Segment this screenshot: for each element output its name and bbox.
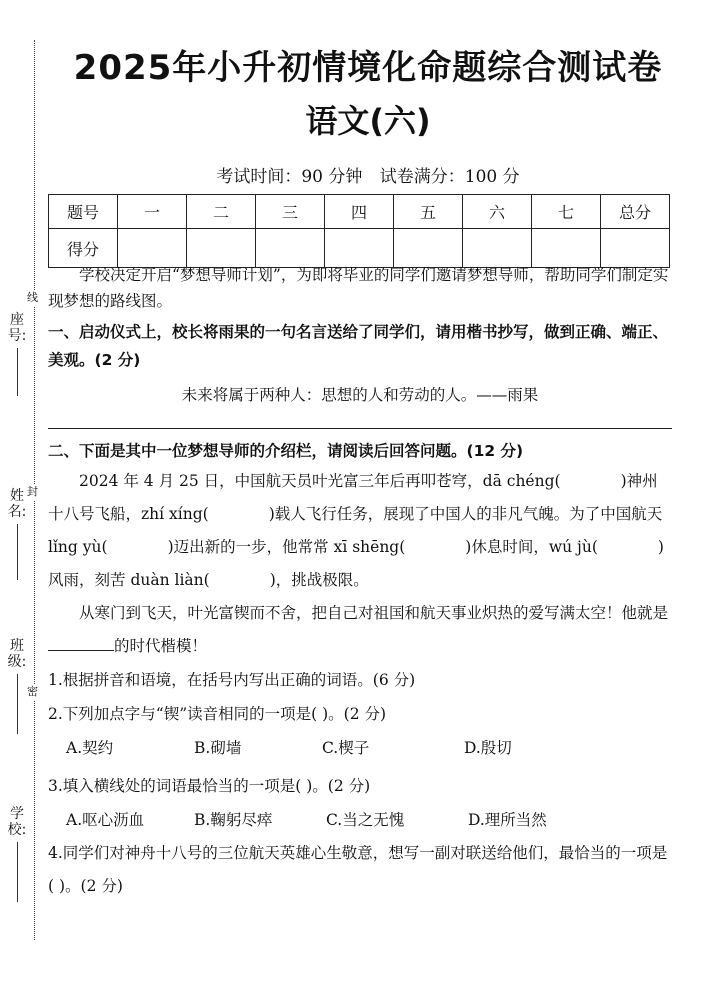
intro-paragraph: 学校决定开启“梦想导师计划”，为即将毕业的同学们邀请梦想导师，帮助同学们制定实现梦想的路线图。 [48, 266, 669, 310]
passage-text: 载人飞行任务，展现了中国人的非凡气魄。为了中国航天 [274, 505, 663, 523]
score-table-header-row [49, 195, 670, 229]
seat-label: 座号: [7, 312, 27, 344]
name-line [17, 524, 18, 580]
exam-content [48, 262, 672, 903]
option-c[interactable]: C.当之无愧 [326, 811, 405, 829]
pinyin: duàn liàn [130, 571, 204, 589]
score-row-label: 得分 [49, 229, 118, 268]
score-header-cell: 七 [532, 195, 601, 229]
class-label: 班级: [7, 638, 27, 670]
score-header-cell: 五 [394, 195, 463, 229]
hugo-quote: 未来将属于两种人：思想的人和劳动的人。——雨果 [181, 386, 539, 404]
passage-text: 休息时间， [471, 538, 549, 556]
score-header-cell: 题号 [49, 195, 118, 229]
sub-question-1: 1.根据拼音和语境，在括号内写出正确的词语。(6 分) [48, 671, 416, 689]
passage-text: 2024 年 4 月 25 日，中国航天员叶光富三年后再叩苍穹， [79, 472, 483, 490]
passage-paragraph-1: 2024 年 4 月 25 日，中国航天员叶光富三年后再叩苍穹，dā chéng( )神州十八号飞船，zhí xíng( )载人飞行任务，展现了中国人的非凡气魄。为了中国航天 lǐng yù( )迈出新的一步，他常常 xī shēng( )休息时间，wú jù( )风雨，刻苦 duàn liàn( )，挑战极限。 [48, 472, 664, 589]
pinyin: dā chéng [482, 472, 555, 490]
sub-question-4: 4.同学们对神舟十八号的三位航天英雄心生敬意，想写一副对联送给他们，最恰当的一项是( )。(2 分) [48, 844, 668, 895]
exam-title: 2025年小升初情境化命题综合测试卷 [73, 48, 663, 88]
class-field[interactable] [4, 638, 30, 734]
sub-question-2: 2.下列加点字与“锲”读音相同的一项是( )。(2 分) [48, 705, 387, 723]
passage-text: 神州十八号飞船， [48, 472, 658, 523]
score-header-cell: 三 [256, 195, 325, 229]
option-d[interactable]: D.理所当然 [468, 811, 547, 829]
option-c[interactable]: C.楔子 [322, 739, 370, 757]
score-header-cell: 四 [325, 195, 394, 229]
exam-subtitle: 语文(六) [305, 102, 431, 140]
score-table [48, 194, 670, 268]
full-score: 试卷满分：100 分 [379, 167, 520, 187]
option-a[interactable]: A.呕心沥血 [66, 811, 145, 829]
name-label: 姓名: [7, 488, 27, 520]
question-2: 二、下面是其中一位梦想导师的介绍栏，请阅读后回答问题。(12 分) [48, 442, 524, 460]
passage-text: 迈出新的一步，他常常 [173, 538, 329, 556]
option-b[interactable]: B.砌墙 [194, 739, 242, 757]
school-label: 学校: [7, 806, 27, 838]
passage-paragraph-2 [48, 597, 672, 663]
score-header-cell: 二 [187, 195, 256, 229]
passage-text: 风雨，刻苦 [48, 571, 126, 589]
exam-info [48, 162, 688, 187]
binding-word-seal: 封 [27, 485, 38, 498]
question-1: 一、启动仪式上，校长将雨果的一句名言送给了同学们，请用楷书抄写，做到正确、端正、美观。(2 分) [48, 323, 669, 369]
passage-text: ，挑战极限。 [275, 571, 369, 589]
copy-writing-line[interactable] [48, 408, 672, 429]
class-line [17, 674, 18, 734]
sub-question-3-options [48, 803, 672, 837]
seat-field[interactable] [4, 312, 30, 396]
binding-word-secret: 密 [27, 685, 38, 698]
binding-word-line: 线 [27, 291, 38, 304]
seat-line [17, 348, 18, 396]
option-d[interactable]: D.殷切 [464, 739, 512, 757]
pinyin: lǐng yù [48, 538, 102, 556]
fill-in-underline[interactable] [48, 632, 114, 651]
option-a[interactable]: A.契约 [66, 739, 114, 757]
pinyin: xī shēng [333, 538, 400, 556]
option-b[interactable]: B.鞠躬尽瘁 [194, 811, 273, 829]
exam-time: 考试时间：90 分钟 [216, 167, 363, 187]
name-field[interactable] [4, 488, 30, 580]
pinyin: zhí xíng [141, 505, 203, 523]
score-header-cell: 一 [118, 195, 187, 229]
school-line [17, 842, 18, 902]
sub-question-2-options [48, 731, 672, 765]
sub-question-3: 3.填入横线处的词语最恰当的一项是( )。(2 分) [48, 777, 371, 795]
score-header-cell: 六 [463, 195, 532, 229]
passage-text: 的时代楷模！ [114, 637, 208, 655]
school-field[interactable] [4, 806, 30, 902]
score-header-cell: 总分 [601, 195, 670, 229]
pinyin: wú jù [548, 538, 592, 556]
passage-text: 从寒门到飞天，叶光富锲而不舍，把自己对祖国和航天事业炽热的爱写满太空！他就是 [79, 604, 669, 622]
